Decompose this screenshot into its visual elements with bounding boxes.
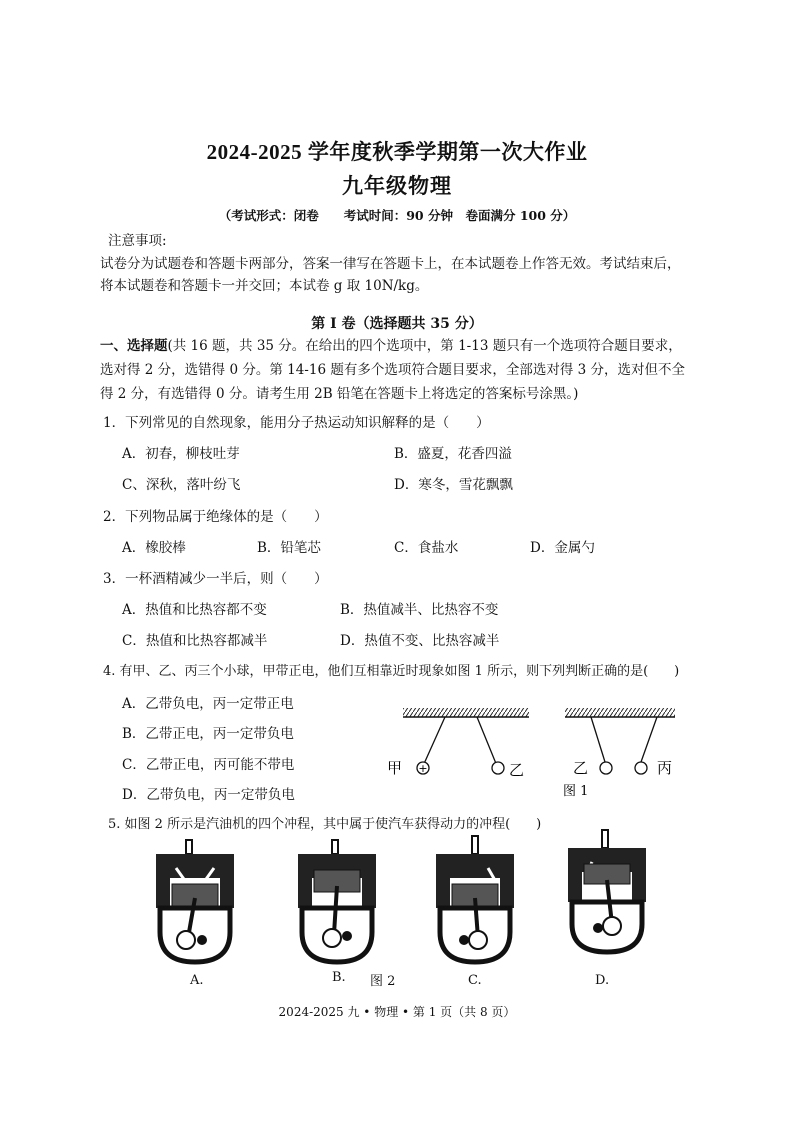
subject-title: 九年级物理 [342, 173, 452, 198]
question-2-option-d: D．金属勺 [530, 540, 595, 556]
ball-yi-right [600, 762, 612, 774]
engine-stroke-d [562, 826, 652, 958]
thread-bing [641, 717, 657, 762]
plus-sign: + [418, 762, 428, 775]
part-intro-3: 得 2 分，有选错得 0 分。请考生用 2B 铅笔在答题卡上将选定的答案标号涂黑。) [100, 386, 579, 402]
part-header [100, 334, 682, 354]
page-footer: 2024-2025 九 • 物理 • 第 1 页（共 8 页） [278, 1005, 516, 1019]
figure-2-caption: 图 2 [370, 974, 396, 989]
question-1-option-d: D．寒冬，雪花飘飘 [394, 477, 513, 493]
thread-yi-right [591, 717, 605, 762]
notice-line-2: 将本试题卷和答题卡一并交回；本试卷 g 取 10N/kg。 [100, 278, 429, 294]
exam-info: （考试形式：闭卷 考试时间：90 分钟 卷面满分 100 分） [218, 208, 576, 223]
question-3-option-b: B．热值减半、比热容不变 [340, 602, 499, 618]
question-3-option-d: D．热值不变、比热容减半 [340, 633, 500, 649]
ball-yi-left [492, 762, 504, 774]
engine-d-drawing [568, 830, 646, 952]
label-yi-left: 乙 [509, 761, 525, 779]
question-2-option-a: A．橡胶棒 [122, 540, 186, 556]
engine-b-drawing [298, 840, 376, 962]
question-4-option-b: B．乙带正电，丙一定带负电 [122, 726, 294, 742]
section-title: 第 I 卷（选择题共 35 分） [311, 316, 483, 332]
thread-jia [423, 717, 445, 766]
engine-stroke-b [292, 836, 382, 968]
engine-a-drawing [156, 840, 234, 962]
engine-label-a: A. [190, 973, 204, 988]
label-jia: 甲 [387, 759, 403, 777]
exam-title: 2024-2025 学年度秋季学期第一次大作业 [206, 140, 588, 164]
question-4-stem: 4. 有甲、乙、丙三个小球，甲带正电，他们互相靠近时现象如图 1 所示，则下列判断正确的是( ) [103, 664, 680, 679]
question-2-stem: 2．下列物品属于绝缘体的是（ ） [103, 509, 328, 525]
figure-1-pendulums [385, 700, 705, 800]
question-5-stem: 5. 如图 2 所示是汽油机的四个冲程，其中属于使汽车获得动力的冲程( ) [108, 817, 542, 832]
question-2-option-c: C．食盐水 [394, 540, 459, 556]
question-3-option-a: A．热值和比热容都不变 [122, 602, 267, 618]
question-1-option-c: C、深秋，落叶纷飞 [122, 477, 241, 493]
question-3-stem: 3．一杯酒精减少一半后，则（ ） [103, 571, 328, 587]
label-yi-right: 乙 [573, 759, 589, 777]
ceiling-right [565, 708, 675, 717]
notice-label: 注意事项: [108, 233, 167, 249]
question-2-option-b: B．铅笔芯 [257, 540, 321, 556]
question-1-option-a: A．初春，柳枝吐芽 [122, 446, 240, 462]
thread-yi-left [477, 717, 497, 766]
question-3-option-c: C．热值和比热容都减半 [122, 633, 268, 649]
part-label: 一、选择题 [100, 338, 168, 354]
question-1-option-b: B．盛夏，花香四溢 [394, 446, 512, 462]
question-4-option-a: A．乙带负电，丙一定带正电 [122, 696, 294, 712]
engine-stroke-a [150, 836, 240, 968]
engine-c-drawing [436, 836, 514, 962]
part-intro-1: (共 16 题，共 35 分。在给出的四个选项中，第 1-13 题只有一个选项符合题目要求， [167, 338, 682, 354]
engine-label-d: D. [595, 973, 610, 988]
part-intro-2: 选对得 2 分，选错得 0 分。第 14-16 题有多个选项符合题目要求，全部选对得 3 分，选对但不全 [100, 362, 686, 378]
notice-line-1: 试卷分为试题卷和答题卡两部分，答案一律写在答题卡上，在本试题卷上作答无效。考试结束后， [100, 256, 681, 272]
figure-1-caption: 图 1 [563, 784, 589, 799]
label-bing: 丙 [657, 759, 673, 777]
engine-label-c: C. [468, 973, 482, 988]
engine-label-b: B. [332, 970, 346, 985]
question-1-stem: 1．下列常见的自然现象，能用分子热运动知识解释的是（ ） [103, 415, 490, 431]
question-4-option-d: D．乙带负电，丙一定带负电 [122, 787, 295, 803]
ball-bing [635, 762, 647, 774]
ceiling-left [403, 708, 529, 717]
question-4-option-c: C．乙带正电，丙可能不带电 [122, 757, 295, 773]
engine-stroke-c [430, 832, 520, 968]
